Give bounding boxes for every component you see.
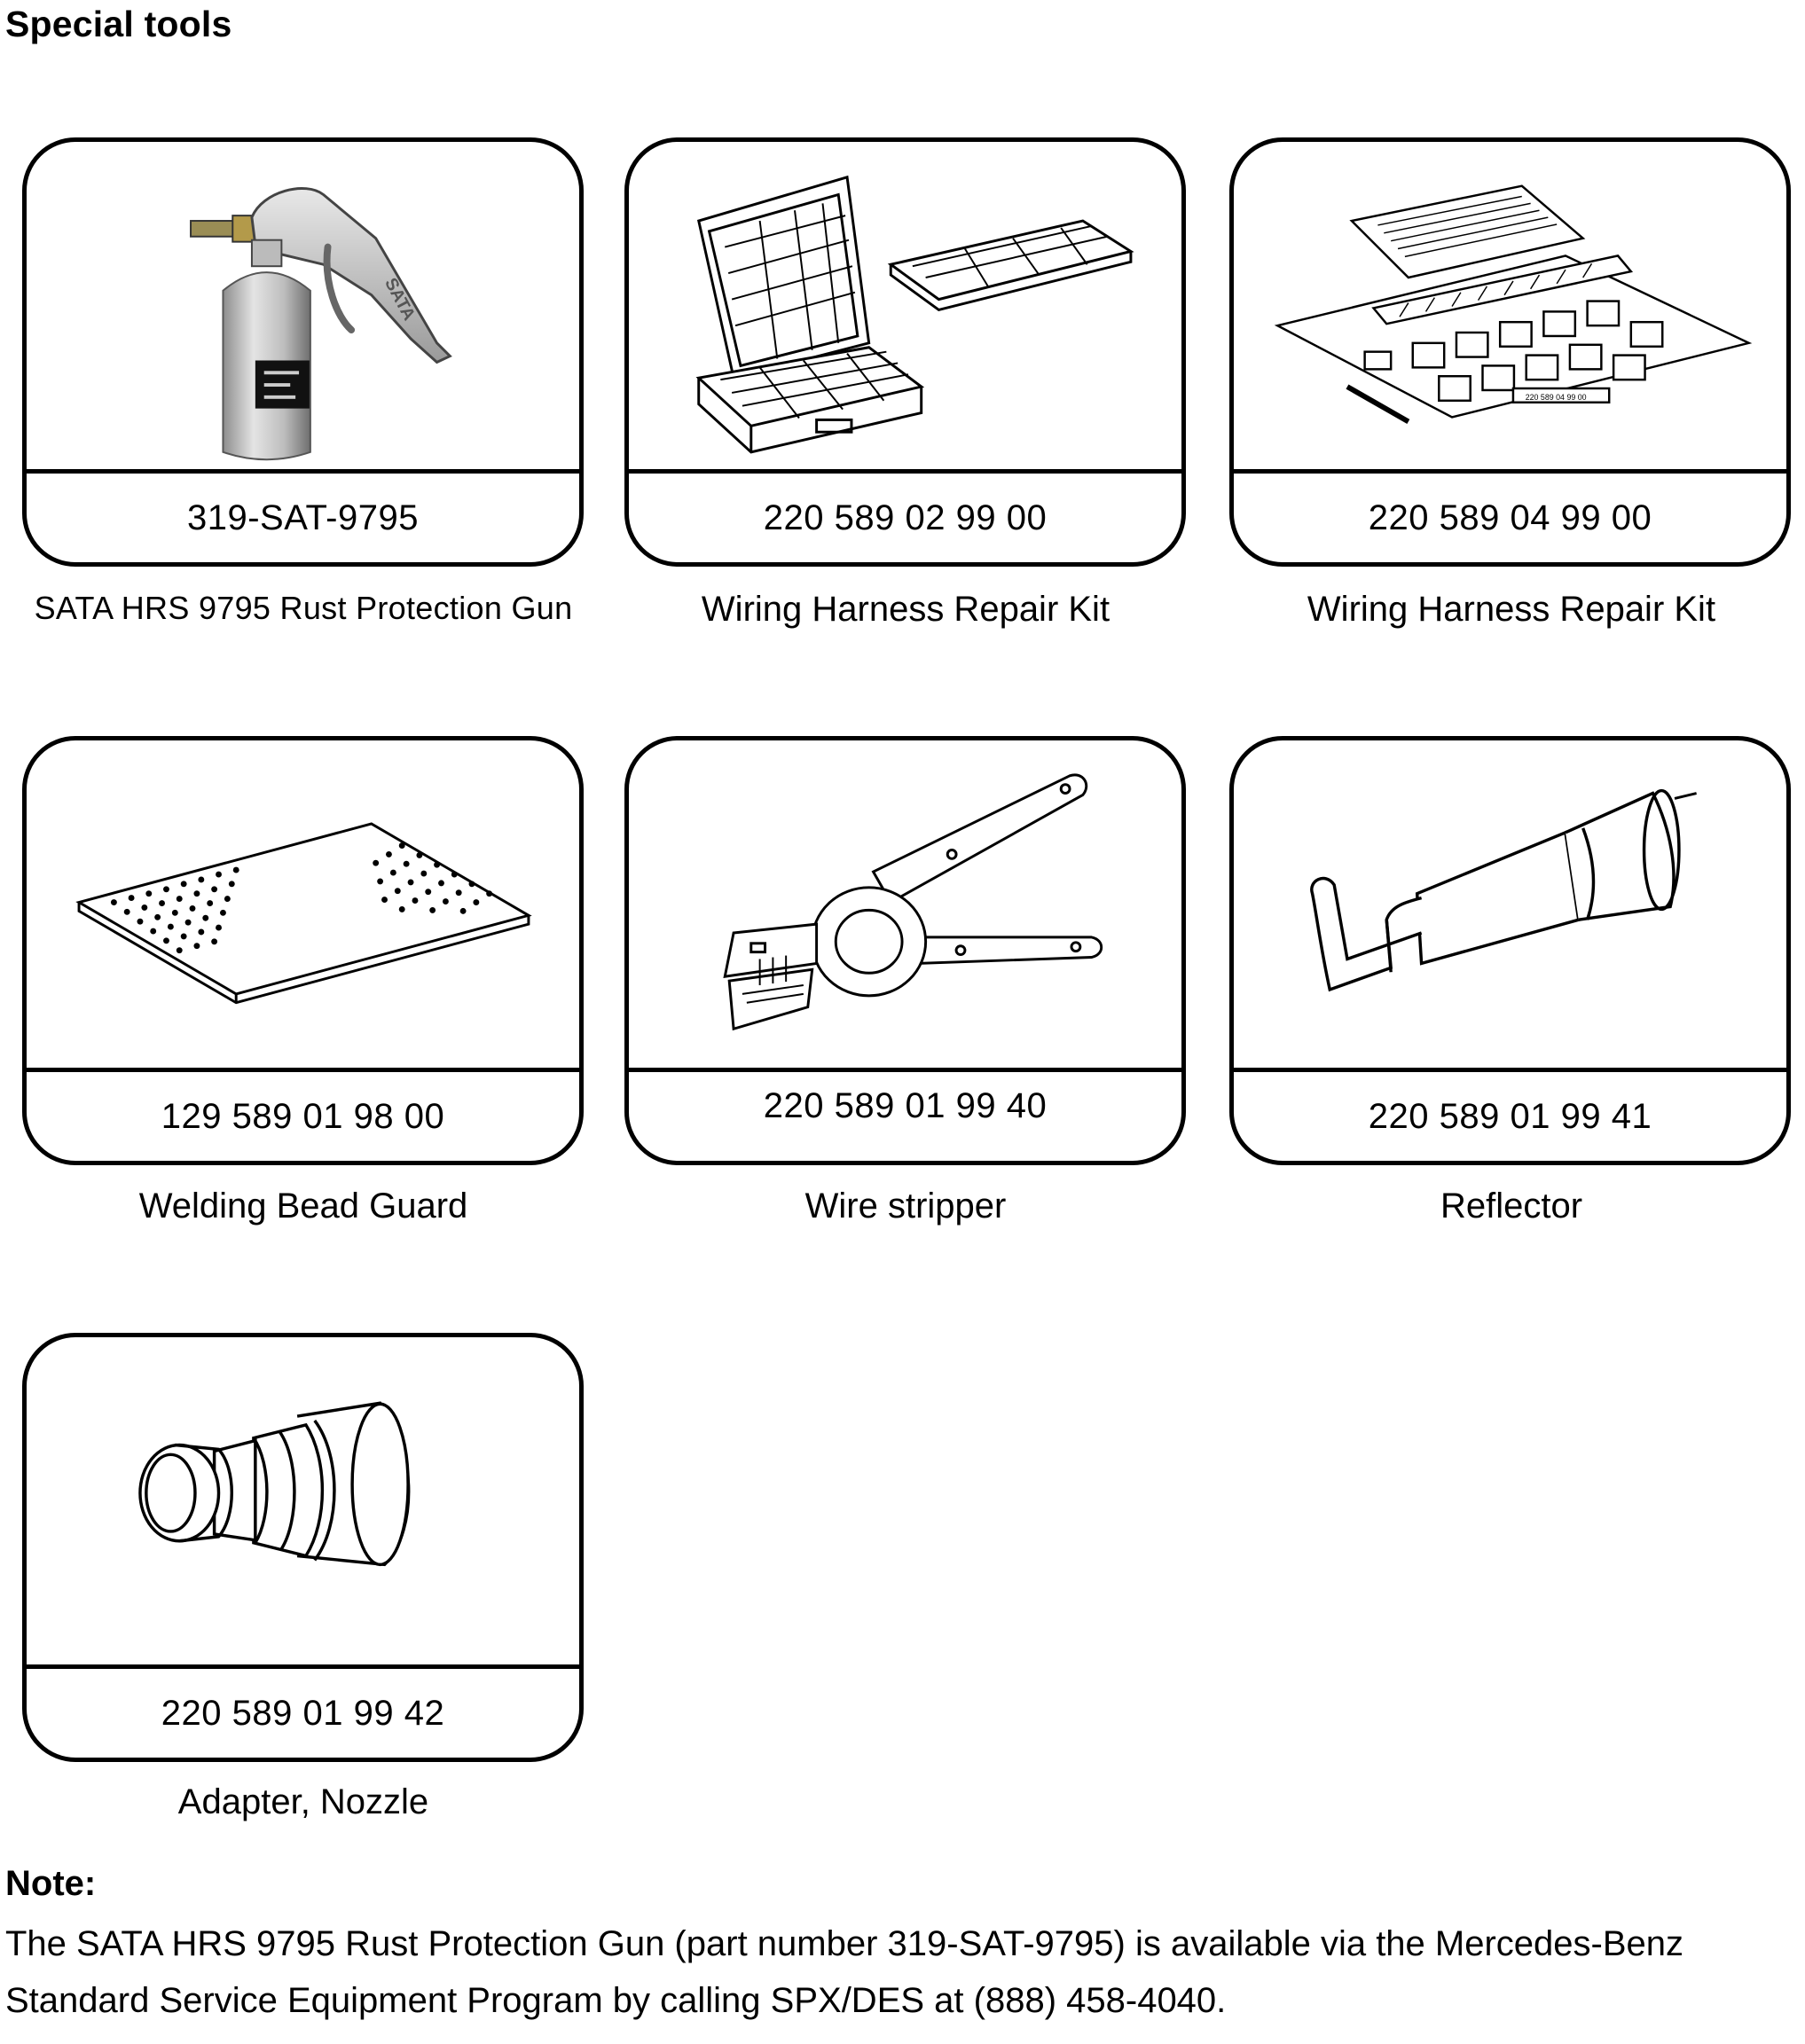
tool-name: Reflector [1440, 1186, 1583, 1226]
tool-card-wiring-harness-kit-layout [1229, 137, 1791, 567]
note-title: Note: [5, 1864, 97, 1903]
part-number: 220 589 02 99 00 [763, 497, 1048, 537]
tool-card-wire-stripper [624, 736, 1186, 1165]
page-heading: Special tools [5, 4, 232, 44]
tool-name: Welding Bead Guard [138, 1186, 468, 1226]
tool-card-welding-bead-guard [22, 736, 584, 1165]
part-number: 220 589 04 99 00 [1368, 497, 1652, 537]
part-number: 129 589 01 98 00 [161, 1096, 445, 1136]
tool-card-wiring-harness-kit-case [624, 137, 1186, 567]
wiring-harness-kit-layout-image [1234, 142, 1786, 474]
part-number: 319-SAT-9795 [187, 497, 419, 537]
wire-stripper-image [629, 740, 1181, 1072]
tool-name: Wiring Harness Repair Kit [701, 590, 1110, 629]
tool-name: SATA HRS 9795 Rust Protection Gun [34, 590, 573, 626]
wiring-harness-kit-case-image [629, 142, 1181, 474]
sata-brand-text: SATA [381, 274, 420, 324]
note-text: The SATA HRS 9795 Rust Protection Gun (part number 319-SAT-9795) is available via the Mercedes-Benz Standard Service Equipment Program by calling SPX/DES at (888) 458-4040. [5, 1924, 1684, 2020]
part-number: 220 589 01 99 42 [161, 1693, 445, 1733]
tool-name: Wire stripper [804, 1186, 1007, 1226]
welding-bead-guard-image [27, 740, 579, 1072]
rust-protection-gun-image [27, 142, 579, 474]
tool-name: Wiring Harness Repair Kit [1307, 590, 1716, 629]
tool-card-adapter-nozzle [22, 1333, 584, 1762]
part-number: 220 589 01 99 41 [1368, 1096, 1652, 1136]
part-number: 220 589 01 99 40 [763, 1085, 1048, 1125]
kit-label-text: 220 589 04 99 00 [1525, 392, 1587, 402]
reflector-image [1234, 740, 1786, 1072]
adapter-nozzle-image [27, 1337, 579, 1669]
tool-card-rust-protection-gun [22, 137, 584, 567]
tool-card-reflector [1229, 736, 1791, 1165]
tool-name: Adapter, Nozzle [177, 1782, 429, 1821]
